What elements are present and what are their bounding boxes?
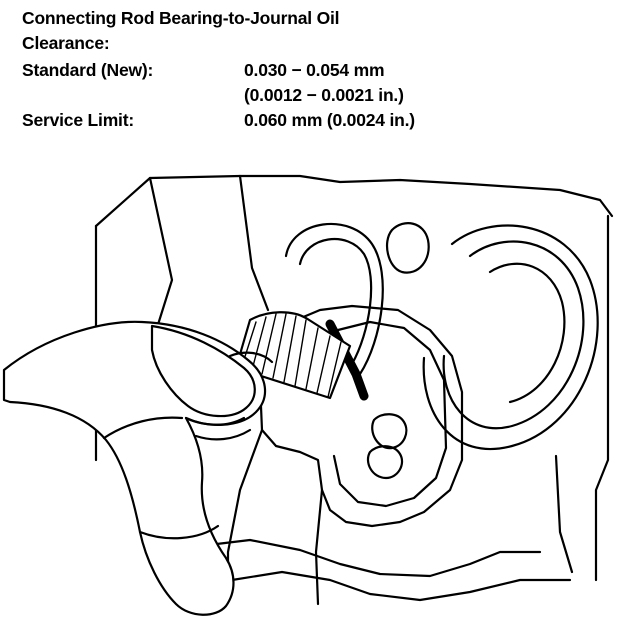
illustration-svg bbox=[0, 160, 624, 618]
block-top-edge bbox=[96, 176, 612, 226]
block-right-edge bbox=[596, 216, 608, 580]
spec-rows bbox=[22, 58, 602, 133]
spec-row-service-limit bbox=[22, 108, 602, 133]
crank-counterweight-inner2 bbox=[490, 264, 564, 402]
spec-row-standard-inches bbox=[22, 83, 602, 108]
hand-crease-2 bbox=[196, 430, 250, 439]
block-rib-center bbox=[240, 176, 268, 310]
crank-counterweight-outer bbox=[424, 226, 598, 450]
spec-value-standard: 0.030 − 0.054 mm bbox=[244, 60, 385, 80]
cap-bolt-boss-lower bbox=[368, 446, 402, 478]
spec-label-service-limit: Service Limit: bbox=[22, 110, 134, 130]
specification-block bbox=[22, 6, 602, 133]
spec-title-line-1: Connecting Rod Bearing-to-Journal Oil bbox=[22, 8, 340, 28]
illustration-engine-bearing bbox=[0, 160, 624, 618]
cap-bolt-boss-upper bbox=[372, 414, 406, 448]
pan-rail-edge bbox=[200, 540, 540, 576]
block-right-rib bbox=[556, 456, 572, 572]
crank-oil-hole bbox=[387, 223, 429, 272]
spec-row-standard bbox=[22, 58, 602, 83]
spec-label-standard: Standard (New): bbox=[22, 60, 154, 80]
spec-value-standard-inches: (0.0012 − 0.0021 in.) bbox=[244, 85, 404, 105]
spec-value-service-limit: 0.060 mm (0.0024 in.) bbox=[244, 110, 415, 130]
spec-title-line-2: Clearance: bbox=[22, 33, 110, 53]
pan-rail-edge-lower bbox=[232, 572, 570, 600]
rod-shank-right bbox=[316, 490, 322, 604]
